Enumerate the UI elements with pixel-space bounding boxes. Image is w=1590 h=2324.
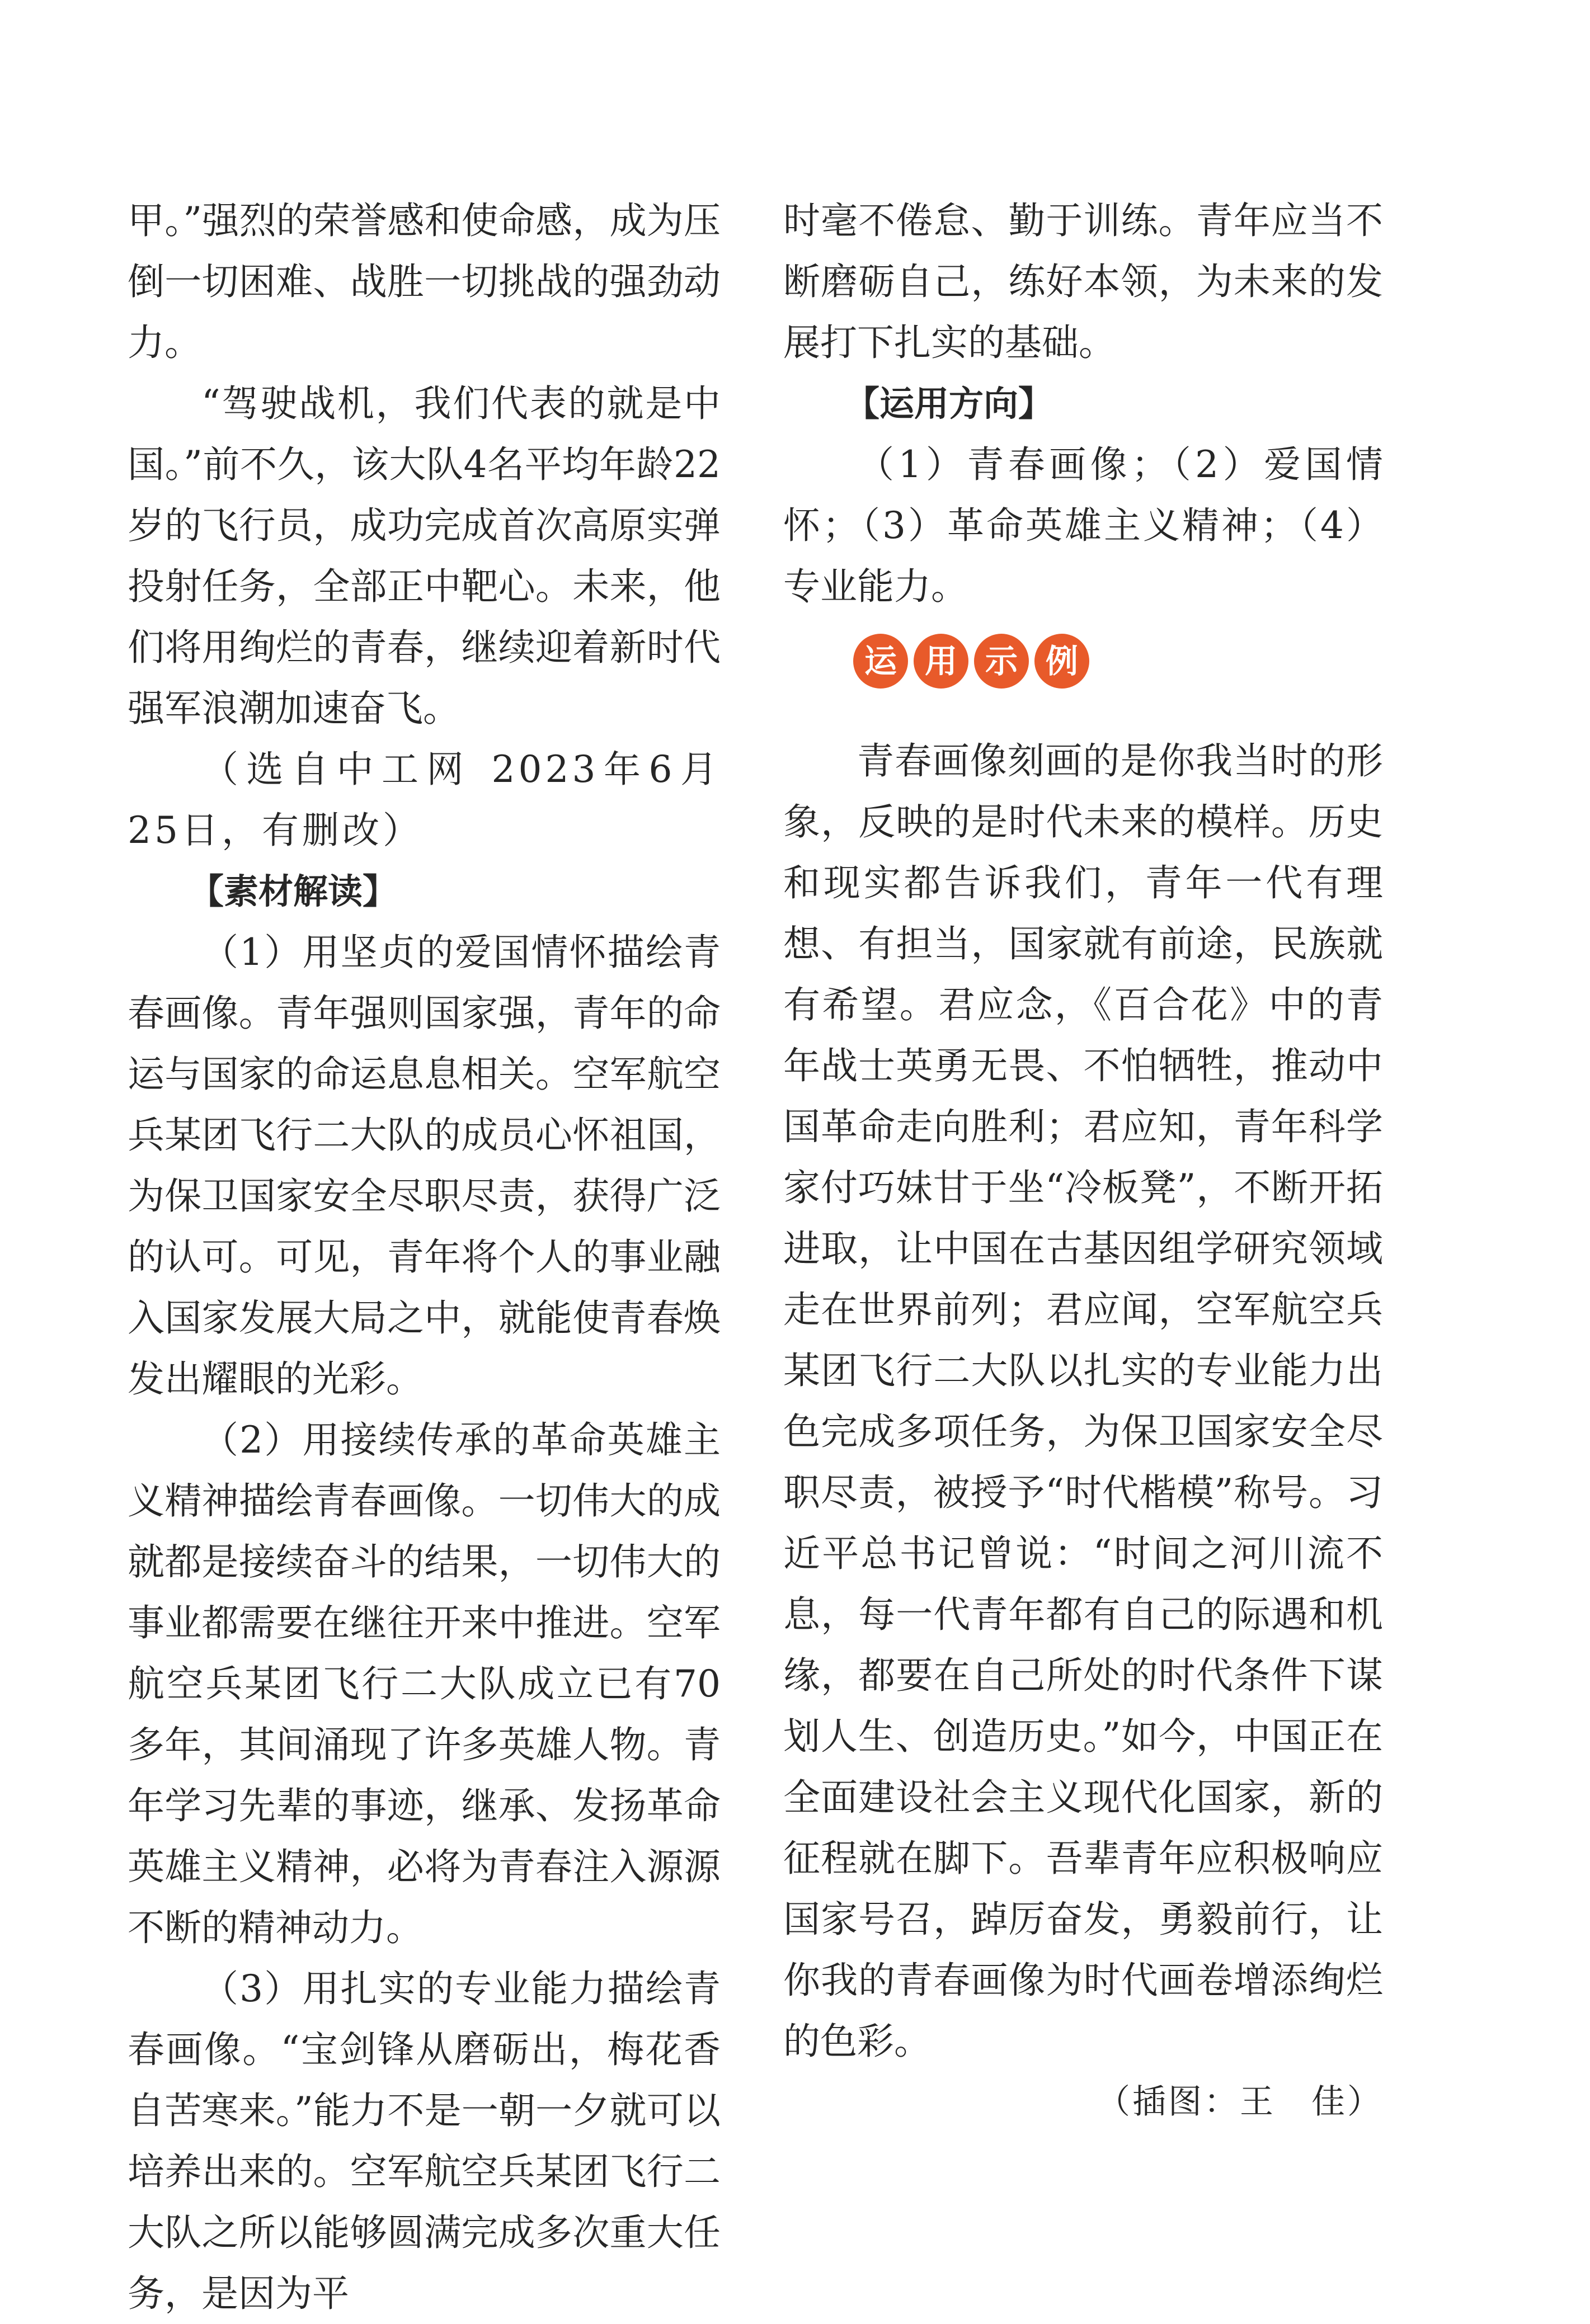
paragraph: （3）用扎实的专业能力描绘青春画像。“宝剑锋从磨砺出，梅花香自苦寒来。”能力不是一朝一夕就可以培养出来的。空军航空兵某团飞行二大队之所以能够圆满完成多次重大任务，是因为平 <box>128 1967 721 2315</box>
badge-char: 示 <box>974 634 1029 689</box>
paragraph: （1）青春画像；（2）爱国情怀；（3）革命英雄主义精神；（4）专业能力。 <box>783 443 1383 608</box>
badge-char: 用 <box>914 634 968 689</box>
badge-char: 运 <box>853 634 908 689</box>
section-heading-application-direction: 【运用方向】 <box>845 383 1053 424</box>
source-citation: （选自中工网 2023年6月25日，有删改） <box>128 748 721 852</box>
application-example-badge <box>783 634 1383 689</box>
paragraph: “驾驶战机，我们代表的就是中国。”前不久，该大队4名平均年龄22岁的飞行员，成功完成首次高原实弹投射任务，全部正中靶心。未来，他们将用绚烂的青春，继续迎着新时代强军浪潮加速奋飞。 <box>128 382 721 730</box>
right-column <box>783 190 1383 2133</box>
paragraph: 甲。”强烈的荣誉感和使命感，成为压倒一切困难、战胜一切挑战的强劲动力。 <box>128 199 721 364</box>
paragraph: 时毫不倦怠、勤于训练。青年应当不断磨砺自己，练好本领，为未来的发展打下扎实的基础。 <box>783 199 1383 364</box>
left-column <box>128 190 721 2324</box>
paragraph: （2）用接续传承的革命英雄主义精神描绘青春画像。一切伟大的成就都是接续奋斗的结果，一切伟大的事业都需要在继往开来中推进。空军航空兵某团飞行二大队成立已有70多年，其间涌现了许多英雄人物。青年学习先辈的事迹，继承、发扬革命英雄主义精神，必将为青春注入源源不断的精神动力。 <box>128 1418 721 1949</box>
badge-char: 例 <box>1034 634 1089 689</box>
paragraph: 青春画像刻画的是你我当时的形象，反映的是时代未来的模样。历史和现实都告诉我们，青年一代有理想、有担当，国家就有前途，民族就有希望。君应念，《百合花》中的青年战士英勇无畏、不怕牺牲，推动中国革命走向胜利；君应知，青年科学家付巧妹甘于坐“冷板凳”，不断开拓进取，让中国在古基因组学研究领域走在世界前列；君应闻，空军航空兵某团飞行二大队以扎实的专业能力出色完成多项任务，为保卫国家安全尽职尽责，被授予“时代楷模”称号。习近平总书记曾说：“时间之河川流不息，每一代青年都有自己的际遇和机缘，都要在自己所处的时代条件下谋划人生、创造历史。”如今，中国正在全面建设社会主义现代化国家，新的征程就在脚下。吾辈青年应积极响应国家号召，踔厉奋发，勇毅前行，让你我的青春画像为时代画卷增添绚烂的色彩。 <box>783 739 1383 2063</box>
illustration-credit: （插图：王 佳） <box>1097 2082 1383 2122</box>
paragraph: （1）用坚贞的爱国情怀描绘青春画像。青年强则国家强，青年的命运与国家的命运息息相关。空军航空兵某团飞行二大队的成员心怀祖国，为保卫国家安全尽职尽责，获得广泛的认可。可见，青年将个人的事业融入国家发展大局之中，就能使青春焕发出耀眼的光彩。 <box>128 931 721 1401</box>
section-heading-material-reading: 【素材解读】 <box>189 871 398 912</box>
